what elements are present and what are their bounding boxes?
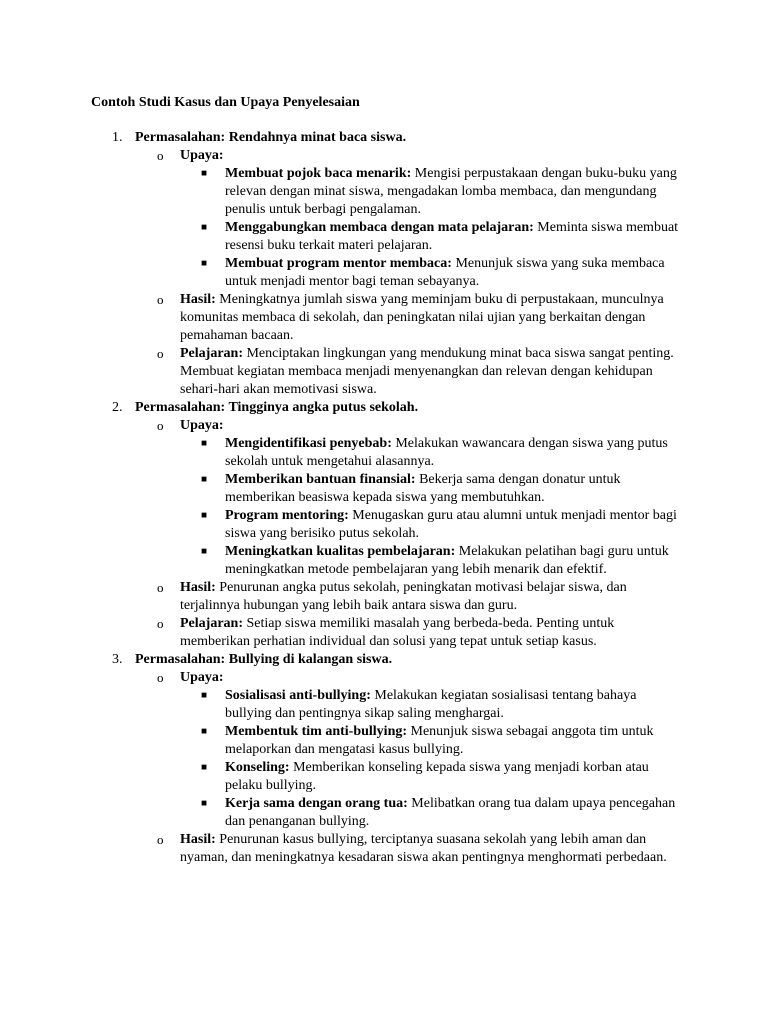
upaya-item-label: Kerja sama dengan orang tua: xyxy=(225,796,408,811)
upaya-item-text: Mengisi perpustakaan dengan buku-buku yang relevan dengan minat siswa, mengadakan lomba membaca, dan mengundang penulis untuk berbagi pengalaman. xyxy=(225,166,677,217)
case-heading: Permasalahan: Bullying di kalangan siswa. xyxy=(135,652,393,667)
upaya-item-label: Konseling: xyxy=(225,760,290,775)
case-number: 3. xyxy=(112,652,123,667)
square-bullet-icon: ■ xyxy=(201,546,208,557)
hasil-text: Penurunan angka putus sekolah, peningkatan motivasi belajar siswa, dan terjalinnya hubungan yang lebih baik antara siswa dan guru. xyxy=(180,580,627,613)
case-list xyxy=(0,129,768,867)
upaya-item xyxy=(201,687,680,723)
case-heading: Permasalahan: Tingginya angka putus sekolah. xyxy=(135,400,419,415)
circle-bullet-icon: o xyxy=(157,346,164,361)
upaya-item-text: Memberikan konseling kepada siswa yang menjadi korban atau pelaku bullying. xyxy=(225,760,649,793)
circle-bullet-icon: o xyxy=(157,580,164,595)
upaya-item xyxy=(201,759,680,795)
upaya-item xyxy=(201,795,680,831)
upaya-item-text: Meminta siswa membuat resensi buku terkait materi pelajaran. xyxy=(225,220,679,253)
upaya-label: Upaya: xyxy=(180,418,224,433)
upaya-item-text: Menugaskan guru atau alumni untuk menjadi mentor bagi siswa yang berisiko putus sekolah. xyxy=(225,508,677,541)
pelajaran-label: Pelajaran: xyxy=(180,616,243,631)
pelajaran-text: Menciptakan lingkungan yang mendukung minat baca siswa sangat penting. Membuat kegiatan membaca menjadi menyenangkan dan relevan dengan kehidupan sehari-hari akan memotivasi siswa. xyxy=(180,346,674,397)
case-number: 2. xyxy=(112,400,123,415)
circle-bullet-icon: o xyxy=(157,292,164,307)
square-bullet-icon: ■ xyxy=(201,438,208,449)
upaya-item-label: Memberikan bantuan finansial: xyxy=(225,472,416,487)
square-bullet-icon: ■ xyxy=(201,690,208,701)
pelajaran-section xyxy=(157,615,680,651)
upaya-item xyxy=(201,165,680,219)
upaya-item-text: Melakukan wawancara dengan siswa yang putus sekolah untuk mengetahui alasannya. xyxy=(225,436,668,469)
hasil-text: Meningkatnya jumlah siswa yang meminjam buku di perpustakaan, munculnya komunitas membaca di sekolah, dan peningkatan nilai ujian yang berkaitan dengan pemahaman bacaan. xyxy=(180,292,664,343)
pelajaran-text: Setiap siswa memiliki masalah yang berbeda-beda. Penting untuk memberikan perhatian individual dan solusi yang tepat untuk setiap kasus. xyxy=(180,616,615,649)
upaya-section xyxy=(157,417,680,579)
case-item xyxy=(0,399,680,651)
square-bullet-icon: ■ xyxy=(201,258,208,269)
upaya-item xyxy=(201,471,680,507)
hasil-section xyxy=(157,579,680,615)
case-item xyxy=(0,129,680,399)
case-item xyxy=(0,651,680,867)
circle-bullet-icon: o xyxy=(157,670,164,685)
upaya-item xyxy=(201,255,680,291)
circle-bullet-icon: o xyxy=(157,616,164,631)
hasil-text: Penurunan kasus bullying, terciptanya suasana sekolah yang lebih aman dan nyaman, dan meningkatnya kesadaran siswa akan pentingnya menghormati perbedaan. xyxy=(180,832,667,865)
upaya-item-label: Menggabungkan membaca dengan mata pelajaran: xyxy=(225,220,534,235)
hasil-section xyxy=(157,831,680,867)
square-bullet-icon: ■ xyxy=(201,762,208,773)
upaya-item-label: Membuat program mentor membaca: xyxy=(225,256,452,271)
upaya-label: Upaya: xyxy=(180,670,224,685)
upaya-item-label: Membentuk tim anti-bullying: xyxy=(225,724,408,739)
upaya-item-label: Mengidentifikasi penyebab: xyxy=(225,436,392,451)
upaya-label: Upaya: xyxy=(180,148,224,163)
upaya-item-text: Menunjuk siswa sebagai anggota tim untuk melaporkan dan mengatasi kasus bullying. xyxy=(225,724,654,757)
upaya-section xyxy=(157,669,680,831)
square-bullet-icon: ■ xyxy=(201,726,208,737)
hasil-label: Hasil: xyxy=(180,832,216,847)
square-bullet-icon: ■ xyxy=(201,222,208,233)
upaya-item-label: Program mentoring: xyxy=(225,508,349,523)
upaya-item-text: Bekerja sama dengan donatur untuk memberikan beasiswa kepada siswa yang membutuhkan. xyxy=(225,472,621,505)
circle-bullet-icon: o xyxy=(157,148,164,163)
pelajaran-label: Pelajaran: xyxy=(180,346,243,361)
circle-bullet-icon: o xyxy=(157,832,164,847)
upaya-item xyxy=(201,507,680,543)
upaya-item xyxy=(201,723,680,759)
case-number: 1. xyxy=(112,130,123,145)
upaya-item xyxy=(201,219,680,255)
upaya-item-text: Melibatkan orang tua dalam upaya pencegahan dan penanganan bullying. xyxy=(225,796,676,829)
pelajaran-section xyxy=(157,345,680,399)
upaya-item-text: Melakukan kegiatan sosialisasi tentang bahaya bullying dan pentingnya sikap saling menghargai. xyxy=(225,688,637,721)
upaya-item-text: Melakukan pelatihan bagi guru untuk meningkatkan metode pembelajaran yang lebih menarik dan efektif. xyxy=(225,544,669,577)
upaya-item-text: Menunjuk siswa yang suka membaca untuk menjadi mentor bagi teman sebayanya. xyxy=(225,256,665,289)
upaya-item xyxy=(201,435,680,471)
square-bullet-icon: ■ xyxy=(201,168,208,179)
circle-bullet-icon: o xyxy=(157,418,164,433)
square-bullet-icon: ■ xyxy=(201,510,208,521)
hasil-label: Hasil: xyxy=(180,292,216,307)
case-heading: Permasalahan: Rendahnya minat baca siswa. xyxy=(135,130,407,145)
document-title: Contoh Studi Kasus dan Upaya Penyelesaian xyxy=(91,95,360,110)
upaya-item xyxy=(201,543,680,579)
upaya-item-label: Meningkatkan kualitas pembelajaran: xyxy=(225,544,456,559)
upaya-section xyxy=(157,147,680,291)
hasil-section xyxy=(157,291,680,345)
hasil-label: Hasil: xyxy=(180,580,216,595)
upaya-item-label: Sosialisasi anti-bullying: xyxy=(225,688,371,703)
upaya-item-label: Membuat pojok baca menarik: xyxy=(225,166,412,181)
square-bullet-icon: ■ xyxy=(201,474,208,485)
square-bullet-icon: ■ xyxy=(201,798,208,809)
